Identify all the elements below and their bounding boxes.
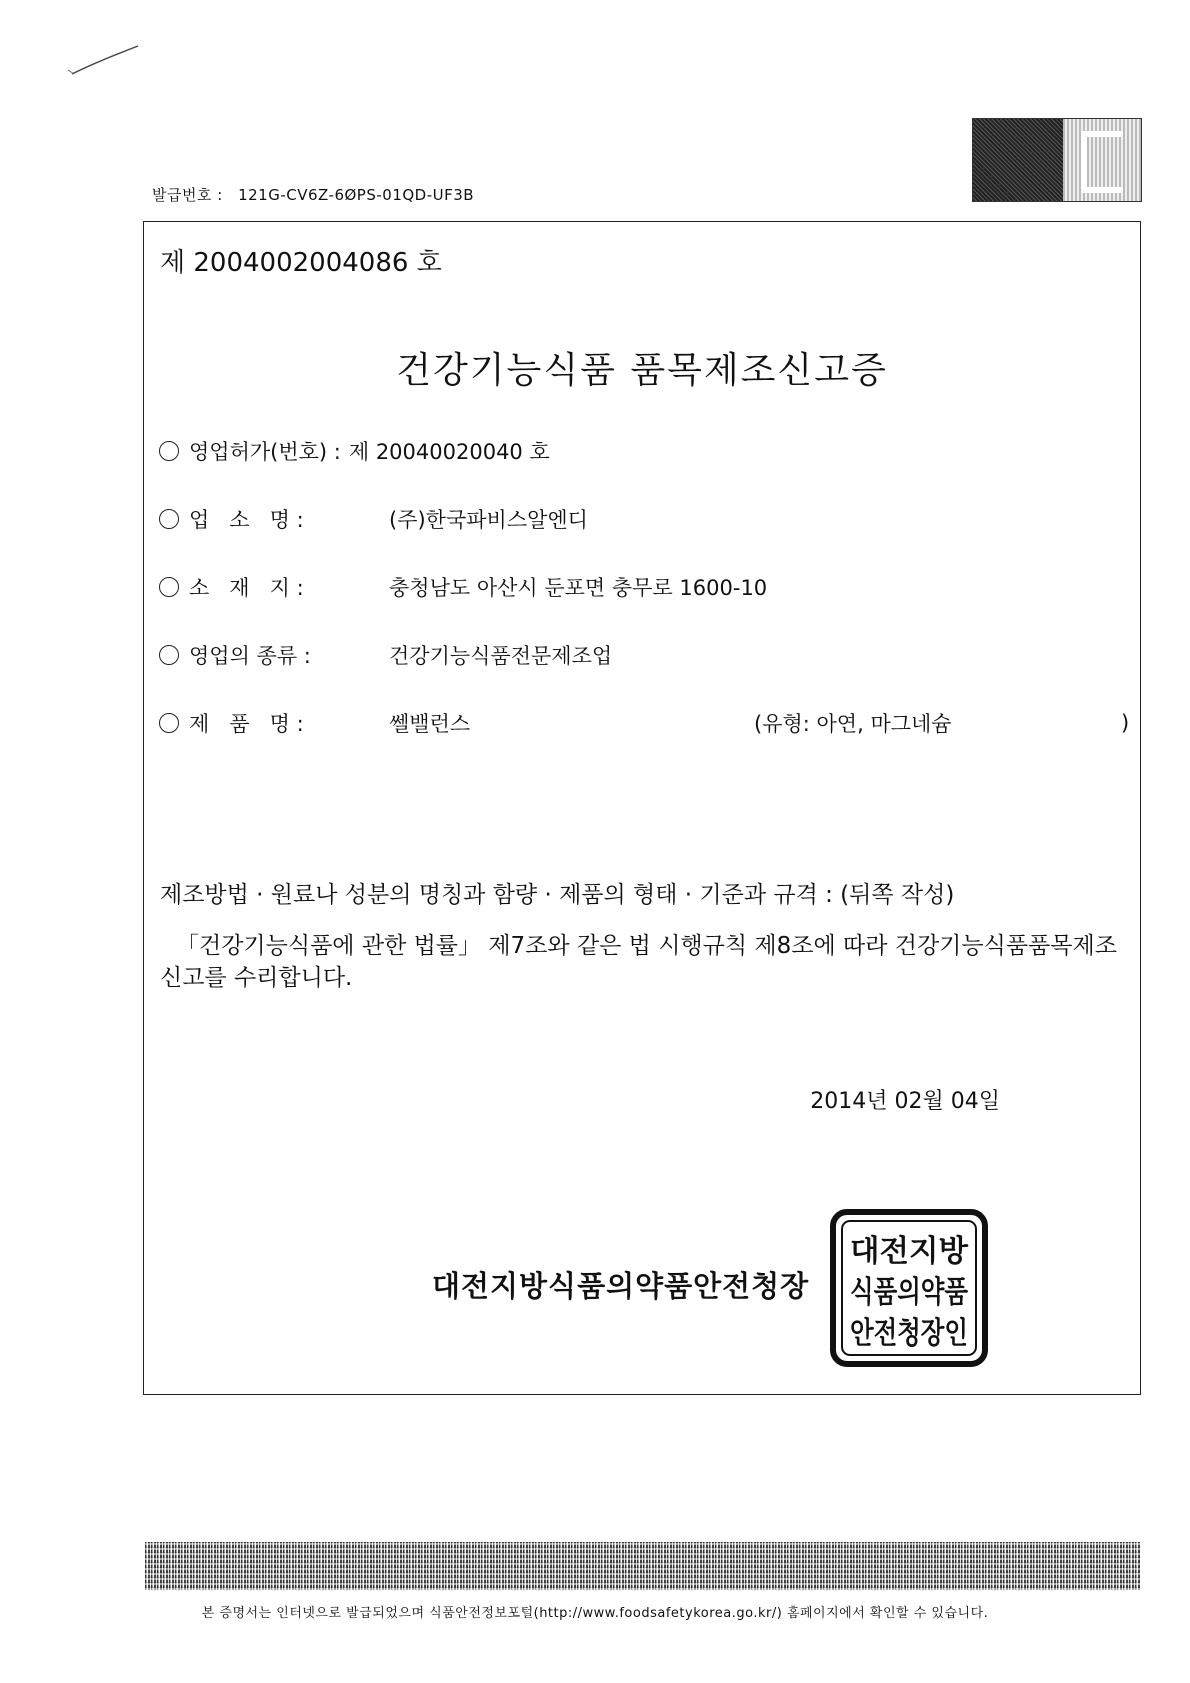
registration-number: 제 2004002004086 호 [160,248,442,278]
field-value: 제 20040020040 호 [348,440,550,464]
issue-number-label: 발급번호 : [152,186,223,204]
field-location [159,572,1129,602]
bullet-circle-icon [159,509,179,529]
pen-mark [66,40,146,80]
bullet-circle-icon [159,441,179,461]
issue-number-value: 121G-CV6Z-6ØPS-01QD-UF3B [238,186,475,204]
verification-pattern-light [1063,119,1141,201]
acceptance-statement: 「건강기능식품에 관한 법률」 제7조와 같은 법 시행규칙 제8조에 따라 건강기능식품품목제조신고를 수리합니다. [160,933,1117,991]
seal-text-line: 안전청장인 [850,1316,968,1351]
certificate-frame [143,221,1141,1395]
field-label: 영업허가(번호) : [189,440,341,464]
method-note: 제조방법 · 원료나 성분의 명칭과 함량 · 제품의 형태 · 기준과 규격 : (뒤쪽 작성) [160,882,955,908]
issue-date: 2014년 02월 04일 [810,1089,1000,1114]
field-product [159,708,1129,738]
bullet-circle-icon [159,645,179,665]
field-value: 충청남도 아산시 둔포면 충무로 1600-10 [389,576,768,600]
official-seal [830,1209,988,1367]
field-business-name [159,504,1129,534]
field-value: (주)한국파비스알엔디 [389,508,588,532]
issuing-authority: 대전지방식품의약품안전청장 [432,1269,810,1303]
security-barcode [145,1542,1140,1590]
field-label: 업 소 명 : [189,508,304,532]
field-value: 쎌밸런스 [389,712,471,736]
bullet-circle-icon [159,713,179,733]
certificate-title: 건강기능식품 품목제조신고증 [396,350,888,391]
field-license [159,436,1129,466]
seal-text-line: 대전지방 [850,1234,970,1269]
field-value: 건강기능식품전문제조업 [389,644,613,668]
verification-pattern-dark [973,119,1063,201]
product-type-close: ) [1121,711,1130,735]
verification-code-box [972,118,1142,202]
field-label: 제 품 명 : [189,712,304,736]
bullet-circle-icon [159,577,179,597]
field-label: 영업의 종류 : [189,644,311,668]
issue-number-line [152,184,474,205]
footer-note: 본 증명서는 인터넷으로 발급되었으며 식품안전정보포털(http://www.foodsafetykorea.go.kr/) 홈페이지에서 확인할 수 있습니다. [201,1606,989,1621]
field-business-type [159,640,1129,670]
field-label: 소 재 지 : [189,576,304,600]
product-type: (유형: 아연, 마그네슘 [754,712,952,736]
seal-text-line: 식품의약품 [850,1275,969,1310]
